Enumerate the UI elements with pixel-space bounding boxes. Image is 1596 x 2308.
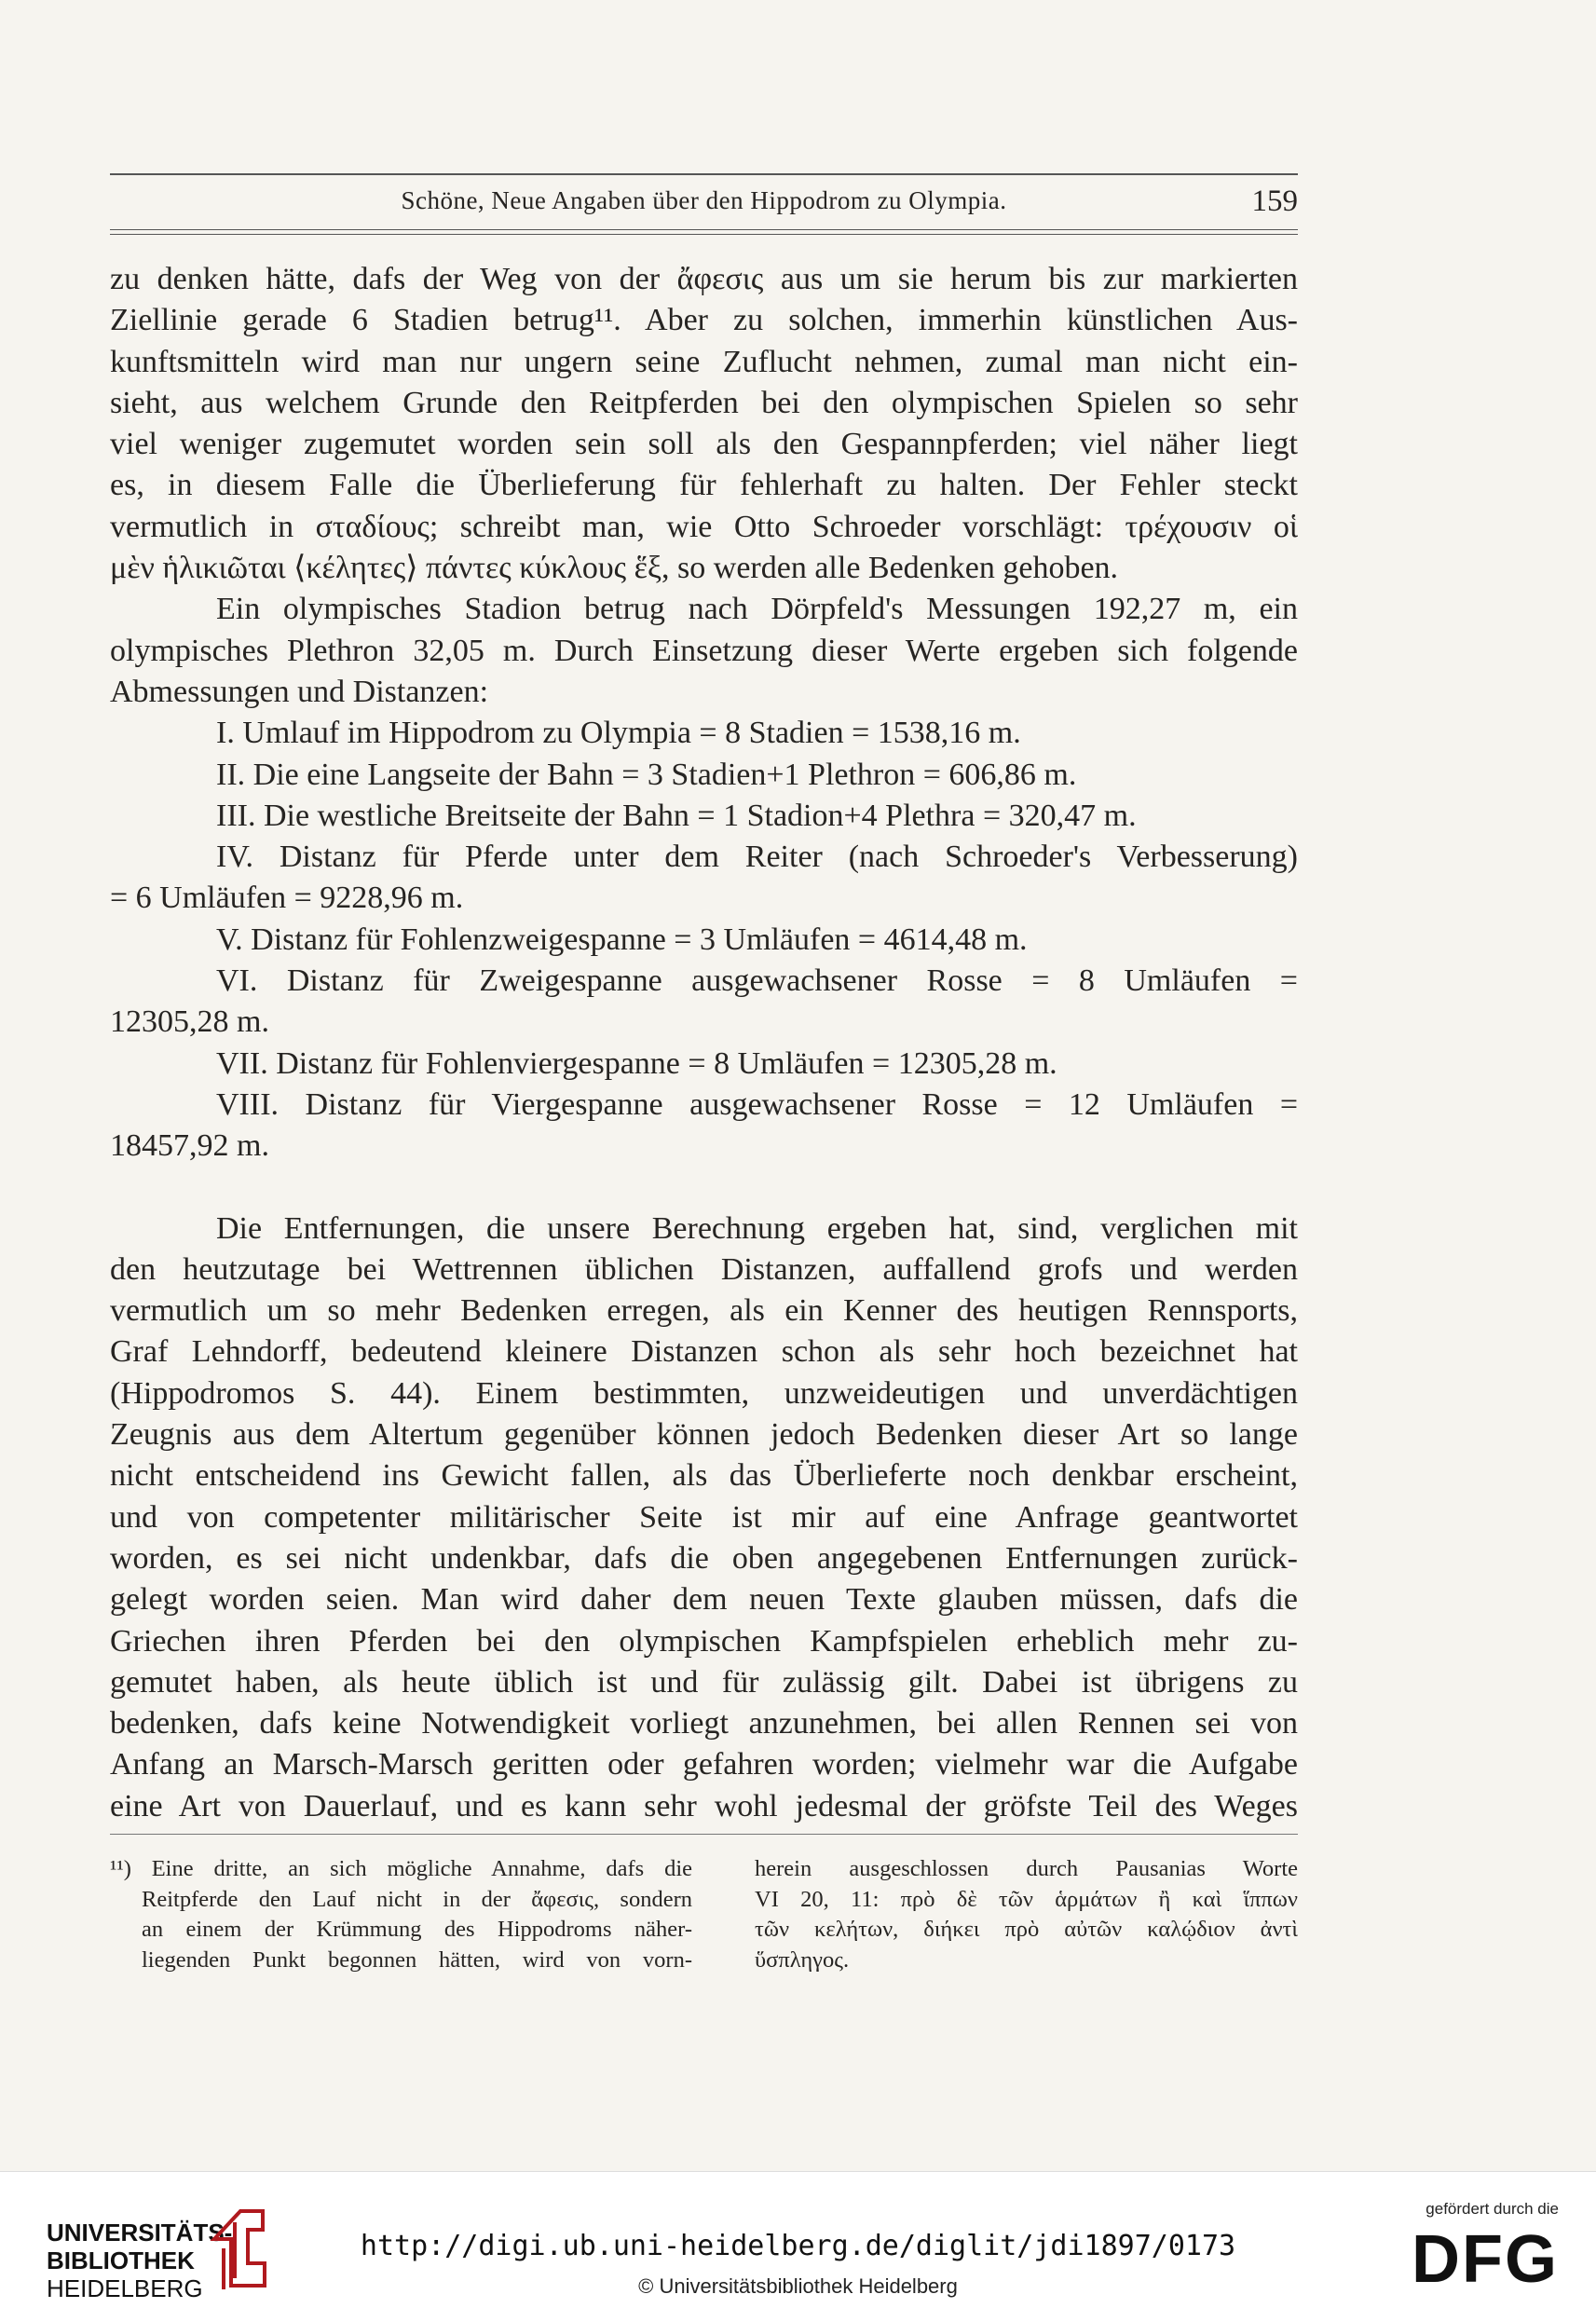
footnote-line: ὕσπληγος. <box>755 1946 850 1973</box>
footnote-line: an einem der Krümmung des Hippodroms näher- <box>142 1917 692 1942</box>
text-line: μὲν ἡλικιῶται ⟨κέλητες⟩ πάντες κύκλους ἕξ, so werden alle Bedenken gehoben. <box>110 551 1119 586</box>
text-line: 12305,28 m. <box>110 1004 269 1040</box>
running-header <box>110 177 1298 225</box>
text-line: 18457,92 m. <box>110 1128 269 1164</box>
footnote-line: VI 20, 11: πρὸ δὲ τῶν ἁρμάτων ἢ καὶ ἵππων <box>755 1886 1298 1912</box>
text-line: nicht entscheidend ins Gewicht fallen, als das Überlieferte noch denkbar erscheint, <box>110 1458 1298 1494</box>
text-line: Graf Lehndorff, bedeutend kleinere Distanzen schon als sehr hoch bezeichnet hat <box>110 1334 1298 1370</box>
body-text <box>110 259 1298 1827</box>
text-line: II. Die eine Langseite der Bahn = 3 Stadien+1 Plethron = 606,86 m. <box>216 757 1077 792</box>
sponsor-label: gefördert durch die <box>1425 2200 1559 2218</box>
header-bottom-rule-2 <box>110 234 1298 235</box>
footnote-rule <box>110 1834 1298 1835</box>
text-line: V. Distanz für Fohlenzweigespanne = 3 Umläufen = 4614,48 m. <box>216 922 1028 957</box>
text-line: vermutlich in σταδίους; schreibt man, wie Otto Schroeder vorschlägt: τρέχουσιν οἱ <box>110 509 1298 544</box>
text-line: IV. Distanz für Pferde unter dem Reiter (nach Schroeder's Verbesserung) <box>216 840 1298 875</box>
logo-line-1: UNIVERSITÄTS- <box>47 2219 233 2247</box>
permalink-url[interactable]: http://digi.ub.uni-heidelberg.de/diglit/jdi1897/0173 <box>360 2230 1236 2262</box>
footnote-line: herein ausgeschlossen durch Pausanias Worte <box>755 1856 1298 1881</box>
header-bottom-rule <box>110 229 1298 230</box>
page-number: 159 <box>1251 184 1298 218</box>
header-top-rule <box>110 173 1298 175</box>
footnote-left-column <box>110 1854 692 1975</box>
dfg-logo[interactable]: DFG <box>1412 2222 1559 2297</box>
text-line: vermutlich um so mehr Bedenken erregen, als ein Kenner des heutigen Rennsports, <box>110 1293 1298 1329</box>
footnote-line: ¹¹) Eine dritte, an sich mögliche Annahme, dafs die <box>110 1856 692 1881</box>
text-line: I. Umlauf im Hippodrom zu Olympia = 8 Stadien = 1538,16 m. <box>216 716 1021 751</box>
text-line: viel weniger zugemutet worden sein soll als den Gespannpferden; viel näher liegt <box>110 427 1298 462</box>
text-line: olympisches Plethron 32,05 m. Durch Einsetzung dieser Werte ergeben sich folgende <box>110 633 1298 668</box>
logo-line-3: HEIDELBERG <box>47 2274 203 2302</box>
text-line: Ziellinie gerade 6 Stadien betrug¹¹. Aber zu solchen, immerhin künstlichen Aus- <box>110 303 1298 338</box>
text-line: VIII. Distanz für Viergespanne ausgewachsener Rosse = 12 Umläufen = <box>216 1086 1298 1122</box>
text-line: worden, es sei nicht undenkbar, dafs die oben angegebenen Entfernungen zurück- <box>110 1540 1298 1576</box>
text-line: gemutet haben, als heute üblich ist und für zulässig gilt. Dabei ist übrigens zu <box>110 1664 1298 1700</box>
text-line: III. Die westliche Breitseite der Bahn = 1 Stadion+4 Plethra = 320,47 m. <box>216 798 1137 833</box>
text-line: Ein olympisches Stadion betrug nach Dörpfeld's Messungen 192,27 m, ein <box>216 592 1298 627</box>
text-line: Anfang an Marsch-Marsch geritten oder gefahren worden; vielmehr war die Aufgabe <box>110 1747 1298 1782</box>
text-line: es, in diesem Falle die Überlieferung für fehlerhaft zu halten. Der Fehler steckt <box>110 468 1298 503</box>
text-line: sieht, aus welchem Grunde den Reitpferden bei den olympischen Spielen so sehr <box>110 385 1298 420</box>
footnote-line: liegenden Punkt begonnen hätten, wird von vorn- <box>142 1946 692 1973</box>
text-line: den heutzutage bei Wettrennen üblichen Distanzen, auffallend grofs und werden <box>110 1251 1298 1287</box>
text-line: VII. Distanz für Fohlenviergespanne = 8 Umläufen = 12305,28 m. <box>216 1045 1057 1081</box>
copyright-notice: © Universitätsbibliothek Heidelberg <box>638 2274 958 2298</box>
text-line: Griechen ihren Pferden bei den olympischen Kampfspielen erheblich mehr zu- <box>110 1623 1298 1659</box>
text-line: zu denken hätte, dafs der Weg von der ἄφεσις aus um sie herum bis zur markierten <box>110 262 1298 296</box>
text-line: und von competenter militärischer Seite ist mir auf eine Anfrage geantwortet <box>110 1499 1298 1535</box>
text-line: = 6 Umläufen = 9228,96 m. <box>110 881 464 916</box>
text-line: bedenken, dafs keine Notwendigkeit vorliegt anzunehmen, bei allen Rennen sei von <box>110 1706 1298 1741</box>
paragraph-gap <box>110 1168 1298 1209</box>
text-line: (Hippodromos S. 44). Einem bestimmten, unzweideutigen und unverdächtigen <box>110 1375 1298 1411</box>
running-title: Schöne, Neue Angaben über den Hippodrom zu Olympia. <box>401 186 1007 214</box>
text-line: eine Art von Dauerlauf, und es kann sehr wohl jedesmal der gröfste Teil des Weges <box>110 1788 1298 1823</box>
text-line: gelegt worden seien. Man wird daher dem neuen Texte glauben müssen, dafs die <box>110 1582 1298 1618</box>
text-line: kunftsmitteln wird man nur ungern seine Zuflucht nehmen, zumal man nicht ein- <box>110 344 1298 379</box>
footnote-line: τῶν κελήτων, διήκει πρὸ αὐτῶν καλῴδιον ἀντὶ <box>755 1917 1298 1942</box>
footnote-right-column <box>755 1854 1298 1975</box>
logo-line-2: BIBLIOTHEK <box>47 2247 195 2274</box>
text-line: Zeugnis aus dem Altertum gegenüber können jedoch Bedenken dieser Art so lange <box>110 1417 1298 1453</box>
text-line: Abmessungen und Distanzen: <box>110 674 489 709</box>
footnote-line: Reitpferde den Lauf nicht in der ἄφεσις, sondern <box>142 1886 692 1912</box>
text-line: Die Entfernungen, die unsere Berechnung ergeben hat, sind, verglichen mit <box>216 1210 1298 1246</box>
digitization-footer <box>0 2171 1596 2308</box>
text-line: VI. Distanz für Zweigespanne ausgewachsener Rosse = 8 Umläufen = <box>216 963 1298 999</box>
